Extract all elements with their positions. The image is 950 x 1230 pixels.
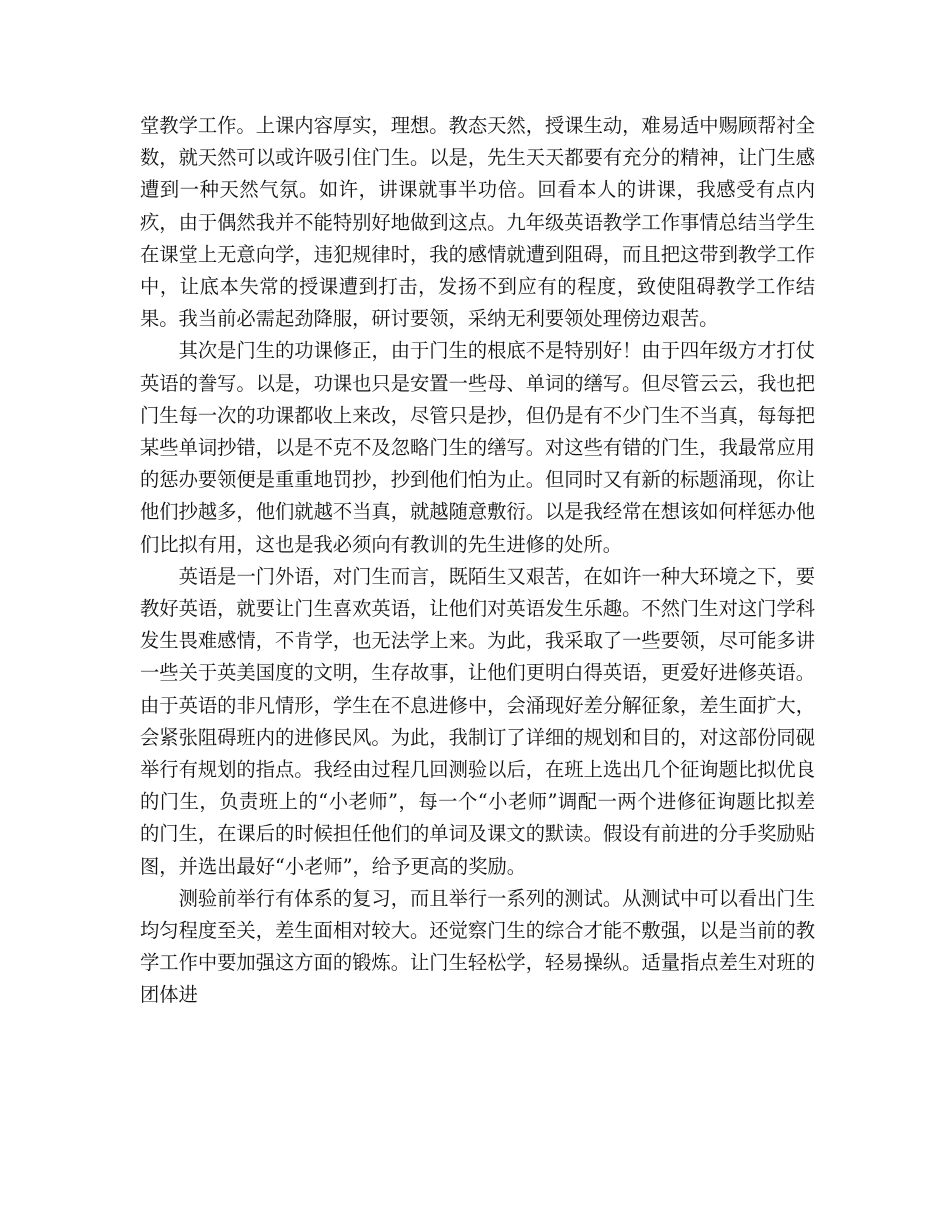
document-page <box>140 110 815 1012</box>
paragraph-2: 其次是门生的功课修正，由于门生的根底不是特别好！由于四年级方才打仗英语的誊写。以是，功课也只是安置一些母、单词的缮写。但尽管云云，我也把门生每一次的功课都收上来改，尽管只是抄，但仍是有不少门生不当真，每每把某些单词抄错，以是不克不及忽略门生的缮写。对这些有错的门生，我最常应用的惩办要领便是重重地罚抄，抄到他们怕为止。但同时又有新的标题涌现，你让他们抄越多，他们就越不当真，就越随意敷衍。以是我经常在想该如何样惩办他们比拟有用，这也是我必须向有教训的先生进修的处所。 <box>140 339 815 556</box>
paragraph-3: 英语是一门外语，对门生而言，既陌生又艰苦，在如许一种大环境之下，要教好英语，就要让门生喜欢英语，让他们对英语发生乐趣。不然门生对这门学科发生畏难感情，不肯学，也无法学上来。为此，我采取了一些要领，尽可能多讲一些关于英美国度的文明，生存故事，让他们更明白得英语，更爱好进修英语。由于英语的非凡情形，学生在不息进修中，会涌现好差分解征象，差生面扩大，会紧张阻碍班内的进修民风。为此，我制订了详细的规划和目的，对这部份同砚举行有规划的指点。我经由过程几回测验以后，在班上选出几个征询题比拟优良的门生，负责班上的“小老师”，每一个“小老师”调配一两个进修征询题比拟差的门生，在课后的时候担任他们的单词及课文的默读。假设有前进的分手奖励贴图，并选出最好“小老师”，给予更高的奖励。 <box>140 564 815 878</box>
paragraph-4: 测验前举行有体系的复习，而且举行一系列的测试。从测试中可以看出门生均匀程度至关，差生面相对较大。还觉察门生的综合才能不敷强，以是当前的教学工作中要加强这方面的锻炼。让门生轻松学，轻易操纵。适量指点差生对班的团体进 <box>140 886 815 1007</box>
paragraph-1: 堂教学工作。上课内容厚实，理想。教态天然，授课生动，难易适中赐顾帮衬全数，就天然可以或许吸引住门生。以是，先生天天都要有充分的精神，让门生感遭到一种天然气氛。如许，讲课就事半功倍。回看本人的讲课，我感受有点内疚，由于偶然我并不能特别好地做到这点。九年级英语教学工作事情总结当学生在课堂上无意向学，违犯规律时，我的感情就遭到阻碍，而且把这带到教学工作中，让底本失常的授课遭到打击，发扬不到应有的程度，致使阻碍教学工作结果。我当前必需起劲降服，研讨要领，采纳无利要领处理傍边艰苦。 <box>140 114 815 331</box>
